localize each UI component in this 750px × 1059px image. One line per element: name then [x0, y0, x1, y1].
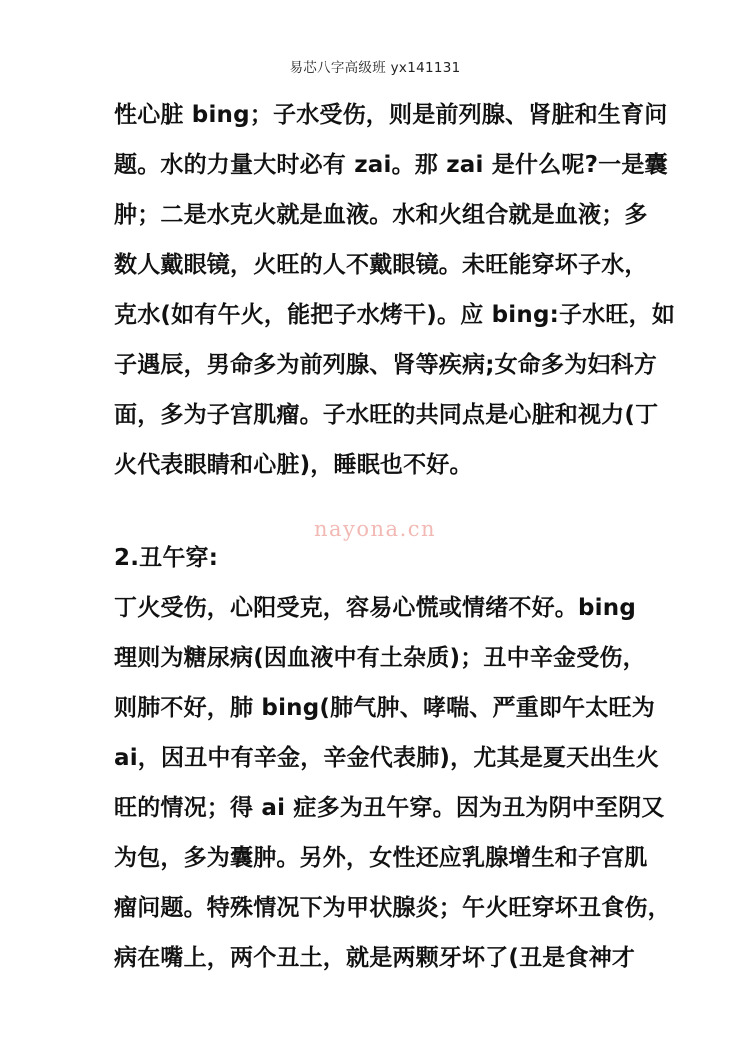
text-line: 性心脏 bing；子水受伤，则是前列腺、肾脏和生育问 — [114, 102, 668, 128]
text-line: 克水(如有午火，能把子水烤干)。应 bing:子水旺，如 — [114, 302, 676, 328]
text-line: 题。水的力量大时必有 zai。那 zai 是什么呢?一是囊 — [114, 152, 668, 178]
text-line: 则肺不好，肺 bing(肺气肿、哮喘、严重即午太旺为 — [114, 695, 655, 721]
text-line: 数人戴眼镜，火旺的人不戴眼镜。未旺能穿坏子水， — [114, 252, 648, 278]
text-line: 火代表眼睛和心脏)，睡眠也不好。 — [114, 452, 473, 478]
section-heading: 2.丑午穿: — [114, 545, 219, 571]
text-line: 丁火受伤，心阳受克，容易心慌或情绪不好。bing — [114, 595, 636, 621]
text-line: 瘤问题。特殊情况下为甲状腺炎；午火旺穿坏丑食伤， — [114, 895, 671, 921]
text-line: ai，因丑中有辛金，辛金代表肺)，尤其是夏天出生火 — [114, 745, 659, 771]
watermark: nayona.cn — [313, 517, 437, 541]
text-line: 病在嘴上，两个丑土，就是两颗牙坏了(丑是食神才 — [114, 945, 636, 971]
text-line: 理则为糖尿病(因血液中有土杂质)；丑中辛金受伤， — [114, 645, 646, 671]
text-line: 为包，多为囊肿。另外，女性还应乳腺增生和子宫肌 — [114, 845, 648, 871]
page-header: 易芯八字高级班 yx141131 — [289, 60, 461, 76]
text-line: 旺的情况；得 ai 症多为丑午穿。因为丑为阴中至阴又 — [114, 795, 665, 821]
text-line: 肿；二是水克火就是血液。水和火组合就是血液；多 — [114, 202, 648, 228]
text-line: 面，多为子宫肌瘤。子水旺的共同点是心脏和视力(丁 — [114, 402, 659, 428]
text-line: 子遇辰，男命多为前列腺、肾等疾病;女命多为妇科方 — [114, 352, 657, 378]
